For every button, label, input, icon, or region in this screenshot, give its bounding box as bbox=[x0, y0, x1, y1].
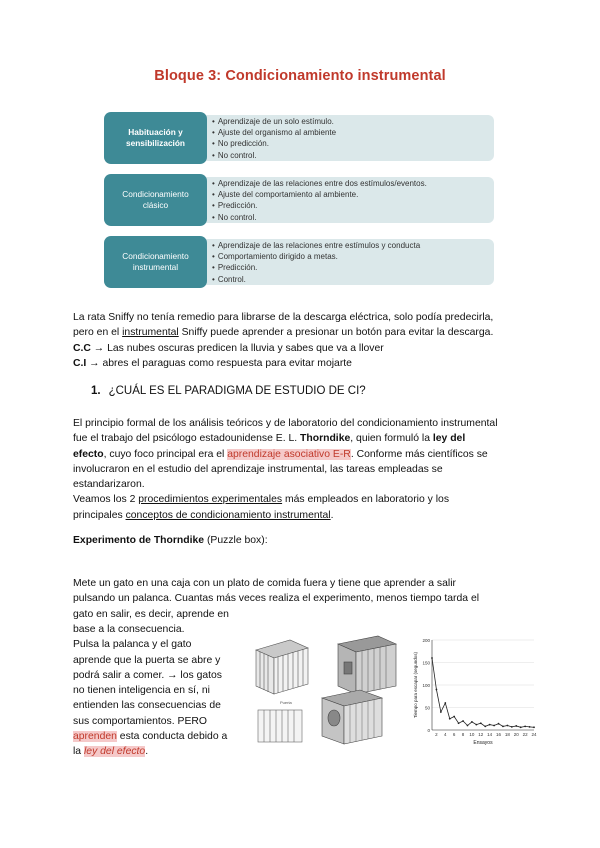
text-line: pulsando un palanca. Cuantas más veces realiza el experimento, menos tiempo tarda el bbox=[73, 593, 480, 605]
diagram-item: • Comportamiento dirigido a metas. bbox=[212, 251, 494, 262]
x-tick-label: 20 bbox=[513, 732, 519, 737]
bold-term: ley del bbox=[432, 433, 466, 445]
x-tick-label: 14 bbox=[487, 732, 493, 737]
diagram-panel bbox=[182, 177, 494, 223]
text-line bbox=[73, 533, 529, 548]
y-tick-label: 0 bbox=[427, 728, 430, 733]
section-title: ¿CUÁL ES EL PARADIGMA DE ESTUDIO DE CI? bbox=[108, 385, 366, 397]
data-point bbox=[498, 723, 500, 725]
data-point bbox=[475, 724, 477, 726]
diagram-label: Habituación y sensibilización bbox=[104, 112, 207, 164]
text-span: la bbox=[73, 746, 84, 758]
data-point bbox=[511, 726, 513, 728]
underlined-term: conceptos de condicionamiento instrumental bbox=[125, 509, 331, 521]
underlined-term: instrumental bbox=[122, 327, 179, 339]
diagram-item: • No control. bbox=[212, 150, 494, 161]
x-axis-label: Ensayos bbox=[473, 740, 493, 746]
data-point bbox=[506, 725, 508, 727]
y-tick-label: 100 bbox=[422, 683, 430, 688]
text-span: (Puzzle box): bbox=[204, 535, 268, 546]
data-point bbox=[489, 724, 491, 726]
data-point bbox=[515, 725, 517, 727]
x-tick-label: 2 bbox=[435, 732, 438, 737]
diagram-list bbox=[212, 240, 494, 285]
x-tick-label: 4 bbox=[444, 732, 447, 737]
data-point bbox=[480, 722, 482, 724]
data-point bbox=[453, 716, 455, 718]
diagram-list bbox=[212, 178, 494, 223]
diagram-item: • Predicción. bbox=[212, 262, 494, 273]
text-line: gato en salir, es decir, aprende en bbox=[73, 608, 229, 620]
experiment-title: Experimento de Thorndike bbox=[73, 535, 205, 546]
text-span: , quien formuló la bbox=[350, 433, 433, 445]
text-line bbox=[73, 729, 241, 744]
puzzle-box-bottom bbox=[258, 710, 302, 742]
diagram-row-clasico bbox=[104, 174, 494, 226]
text-span: pero en el bbox=[73, 327, 123, 339]
text-line: aprende que la puerta se abre y bbox=[73, 654, 221, 666]
diagram-row-instrumental bbox=[104, 236, 494, 288]
diagram-item: • No predicción. bbox=[212, 138, 494, 149]
data-point bbox=[436, 689, 438, 691]
data-point bbox=[431, 657, 433, 659]
data-point bbox=[467, 725, 469, 727]
text-span: . bbox=[145, 746, 149, 758]
x-tick-label: 6 bbox=[452, 732, 456, 737]
data-point bbox=[502, 726, 504, 728]
text-line: base a la consecuencia. bbox=[73, 624, 185, 635]
data-point bbox=[524, 726, 526, 728]
diagram-item: • Aprendizaje de las relaciones entre dos estímulos/eventos. bbox=[212, 178, 494, 189]
diagram-row-habituacion bbox=[104, 112, 494, 164]
bold-term: efecto bbox=[73, 448, 104, 460]
text-line: podrá salir a comer. → los gatos bbox=[73, 669, 222, 681]
data-point bbox=[458, 722, 460, 724]
data-point bbox=[520, 726, 522, 728]
experiment-column bbox=[73, 622, 241, 760]
text-span: → abres el paraguas como respuesta para evitar mojarte bbox=[86, 357, 352, 369]
diagram-label: Condicionamiento clásico bbox=[104, 174, 207, 226]
x-tick-label: 24 bbox=[531, 732, 537, 737]
data-point bbox=[484, 726, 486, 728]
text-span: esta conducta debido a bbox=[116, 731, 228, 743]
text-line bbox=[73, 325, 529, 340]
text-line bbox=[73, 341, 529, 356]
chart-root bbox=[413, 638, 537, 746]
section-heading bbox=[91, 385, 366, 397]
y-tick-label: 50 bbox=[424, 705, 430, 711]
diagram-panel bbox=[182, 115, 494, 161]
y-axis-label: Tiempo para escapar (segundos) bbox=[413, 651, 418, 719]
diagram-label: Condicionamiento instrumental bbox=[104, 236, 207, 288]
figure-area bbox=[250, 632, 540, 752]
cc-label: C.C bbox=[73, 342, 91, 354]
data-point bbox=[440, 711, 442, 713]
y-tick-label: 150 bbox=[422, 660, 430, 666]
intro-paragraph bbox=[73, 310, 529, 371]
ci-label: C.I bbox=[73, 357, 87, 369]
text-line bbox=[73, 356, 529, 371]
puzzle-box-illustration bbox=[250, 632, 402, 747]
x-tick-label: 10 bbox=[469, 732, 475, 737]
diagram-item: • No control. bbox=[212, 212, 494, 223]
text-span: . Conforme más científicos se bbox=[350, 448, 488, 460]
text-line: entienden las consecuencias de bbox=[73, 700, 221, 712]
text-span: Veamos los 2 bbox=[73, 494, 139, 506]
diagram-item: • Aprendizaje de un solo estímulo. bbox=[212, 116, 494, 127]
diagram-item: • Predicción. bbox=[212, 200, 494, 211]
text-line bbox=[73, 744, 241, 759]
text-line bbox=[73, 447, 529, 462]
puzzle-box-right bbox=[338, 636, 396, 694]
diagram-item: • Ajuste del comportamiento al ambiente. bbox=[212, 189, 494, 200]
underlined-term: procedimientos experimentales bbox=[138, 494, 283, 506]
bold-term: Thorndike bbox=[300, 433, 351, 445]
experiment-heading bbox=[73, 533, 529, 548]
x-tick-label: 8 bbox=[461, 732, 465, 737]
x-tick-label: 22 bbox=[522, 732, 528, 737]
highlighted-term: aprenden bbox=[73, 731, 117, 743]
diagram-list bbox=[212, 116, 494, 161]
text-span: principales bbox=[73, 509, 126, 521]
data-point bbox=[529, 726, 531, 728]
photo-caption: Puerta bbox=[280, 700, 292, 705]
text-line bbox=[73, 492, 529, 507]
diagram-item: • Ajuste del organismo al ambiente bbox=[212, 127, 494, 138]
x-tick-label: 12 bbox=[478, 732, 484, 737]
text-line bbox=[73, 508, 529, 523]
data-point bbox=[471, 721, 473, 723]
comparison-diagram bbox=[104, 112, 494, 298]
data-point bbox=[493, 725, 495, 727]
learning-curve-chart bbox=[410, 632, 538, 752]
diagram-item: • Control. bbox=[212, 274, 494, 285]
text-span: . bbox=[330, 509, 334, 521]
text-line: Pulsa la palanca y el gato bbox=[73, 639, 192, 651]
x-tick-label: 18 bbox=[504, 732, 510, 737]
text-line bbox=[73, 431, 529, 446]
text-span: fue el trabajo del psicólogo estadounidense E. L. bbox=[73, 433, 301, 445]
text-line: La rata Sniffy no tenía remedio para librarse de la descarga eléctrica, solo podía predecirla, bbox=[73, 312, 494, 323]
highlighted-term: ley del efecto bbox=[83, 746, 146, 758]
text-line: involucraron en el estudio del aprendizaje instrumental, las tareas empleadas se bbox=[73, 463, 443, 475]
text-span: más empleados en laboratorio y los bbox=[282, 494, 450, 506]
y-tick-label: 200 bbox=[422, 638, 430, 643]
text-line: El principio formal de los análisis teóricos y de laboratorio del condicionamiento instrumental bbox=[73, 418, 498, 429]
series-line bbox=[432, 658, 534, 727]
thorndike-paragraph bbox=[73, 416, 529, 523]
data-point bbox=[462, 720, 464, 722]
text-span: , cuyo foco principal era el bbox=[103, 448, 228, 460]
section-number: 1. bbox=[91, 385, 101, 397]
diagram-panel bbox=[182, 239, 494, 285]
page-title: Bloque 3: Condicionamiento instrumental bbox=[154, 68, 446, 84]
text-line: sus comportamientos. PERO bbox=[73, 715, 207, 727]
text-line: estandarizaron. bbox=[73, 479, 145, 491]
data-point bbox=[444, 702, 446, 704]
puzzle-box-bottom-right bbox=[322, 690, 382, 744]
data-point bbox=[533, 726, 535, 728]
text-line: Mete un gato en una caja con un plato de comida fuera y tiene que aprender a salir bbox=[73, 578, 456, 589]
puzzle-box-left bbox=[256, 640, 308, 694]
experiment-paragraph bbox=[73, 576, 529, 622]
text-line: no tienen inteligencia en sí, ni bbox=[73, 685, 210, 697]
text-span: → Las nubes oscuras predicen la lluvia y sabes que va a llover bbox=[90, 342, 384, 354]
data-point bbox=[449, 718, 451, 720]
x-tick-label: 16 bbox=[496, 732, 502, 737]
highlighted-term: aprendizaje asociativo E-R bbox=[227, 448, 351, 460]
text-span: Sniffy puede aprender a presionar un botón para evitar la descarga. bbox=[178, 327, 494, 339]
diagram-item: • Aprendizaje de las relaciones entre estímulos y conducta bbox=[212, 240, 494, 251]
